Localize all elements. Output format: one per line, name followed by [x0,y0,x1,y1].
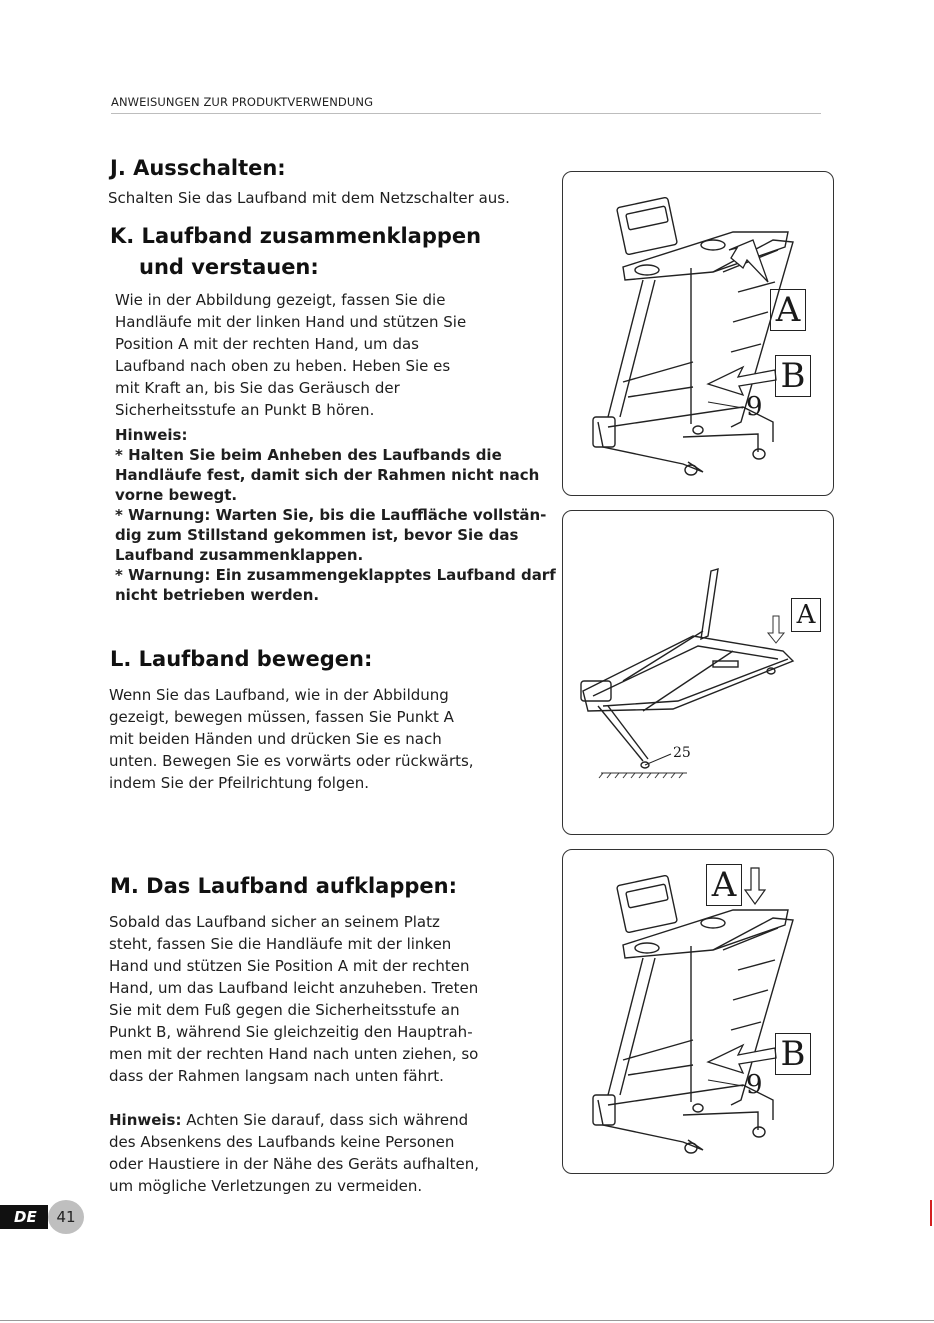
text-line: Laufband nach oben zu heben. Heben Sie es [115,357,451,375]
figure-unfold-treadmill [562,849,834,1174]
text-line: gezeigt, bewegen müssen, fassen Sie Punkt A [109,708,454,726]
text-line: Sobald das Laufband sicher an seinem Platz [109,913,440,931]
text-line: Wie in der Abbildung gezeigt, fassen Sie die [115,291,446,309]
text-line: Hand, um das Laufband leicht anzuheben. Treten [109,979,479,997]
language-code: DE [14,1208,37,1226]
text-line: indem Sie der Pfeilrichtung folgen. [109,774,369,792]
text-line: unten. Bewegen Sie es vorwärts oder rückwärts, [109,752,474,770]
note-line: * Halten Sie beim Anheben des Laufbands die [115,446,502,464]
text-line: Sicherheitsstufe an Punkt B hören. [115,401,375,419]
running-header: ANWEISUNGEN ZUR PRODUKTVERWENDUNG [111,95,374,109]
text-line: Wenn Sie das Laufband, wie in der Abbildung [109,686,449,704]
section-m-title: M. Das Laufband aufklappen: [110,874,457,898]
section-l-title: L. Laufband bewegen: [110,647,373,671]
text-line: men mit der rechten Hand nach unten ziehen, so [109,1045,479,1063]
part-number-label: 9 [746,1070,763,1100]
section-j-body: Schalten Sie das Laufband mit dem Netzschalter aus. [108,189,510,207]
page-bottom-edge [0,1320,934,1321]
page-number: 41 [56,1208,76,1226]
text-line: dass der Rahmen langsam nach unten fährt. [109,1067,444,1085]
text-line: Sie mit dem Fuß gegen die Sicherheitsstufe an [109,1001,460,1019]
text-line: Hand und stützen Sie Position A mit der rechten [109,957,470,975]
section-k-title-line1: K. Laufband zusammenklappen [110,224,482,248]
label-b-box: B [775,355,811,397]
note-line: oder Haustiere in der Nähe des Geräts aufhalten, [109,1155,480,1173]
treadmill-move-illustration [563,511,833,834]
text-line: steht, fassen Sie die Handläufe mit der linken [109,935,452,953]
section-l-body [109,684,474,794]
note-line: * Warnung: Warten Sie, bis die Lauffläche vollstän- [115,506,547,524]
note-line: Handläufe fest, damit sich der Rahmen nicht nach [115,466,540,484]
section-k-body [115,289,466,421]
label-b-box: B [775,1033,811,1075]
note-line: Laufband zusammenklappen. [115,546,364,564]
note-line: nicht betrieben werden. [115,586,320,604]
treadmill-unfold-illustration [563,850,833,1173]
edge-marker [930,1200,932,1226]
text-line: Handläufe mit der linken Hand und stützen Sie [115,313,467,331]
section-m-body [109,911,478,1087]
label-a-box: A [770,289,806,331]
figure-fold-treadmill [562,171,834,496]
note-line: * Warnung: Ein zusammengeklapptes Laufband darf [115,566,556,584]
note-line: um mögliche Verletzungen zu vermeiden. [109,1177,423,1195]
header-divider [111,113,821,114]
text-line: Punkt B, während Sie gleichzeitig den Hauptrah- [109,1023,473,1041]
section-k-title-line2: und verstauen: [139,255,319,279]
part-number-label: 9 [746,392,763,422]
note-line: dig zum Stillstand gekommen ist, bevor Sie das [115,526,519,544]
note-label: Hinweis: [115,426,188,444]
section-k-note [115,425,556,605]
section-m-note [109,1109,479,1197]
text-line: mit beiden Händen und drücken Sie es nach [109,730,442,748]
note-line: des Absenkens des Laufbands keine Personen [109,1133,455,1151]
note-line: Achten Sie darauf, dass sich während [181,1111,469,1129]
part-number-label: 25 [673,745,691,761]
section-j-title: J. Ausschalten: [110,156,286,180]
note-first-line [109,1109,479,1131]
label-a-box: A [791,598,821,632]
treadmill-fold-illustration [563,172,833,495]
note-line: vorne bewegt. [115,486,238,504]
figure-move-treadmill [562,510,834,835]
note-label: Hinweis: [109,1111,182,1129]
text-line: Position A mit der rechten Hand, um das [115,335,419,353]
text-line: mit Kraft an, bis Sie das Geräusch der [115,379,400,397]
label-a-box: A [706,864,742,906]
